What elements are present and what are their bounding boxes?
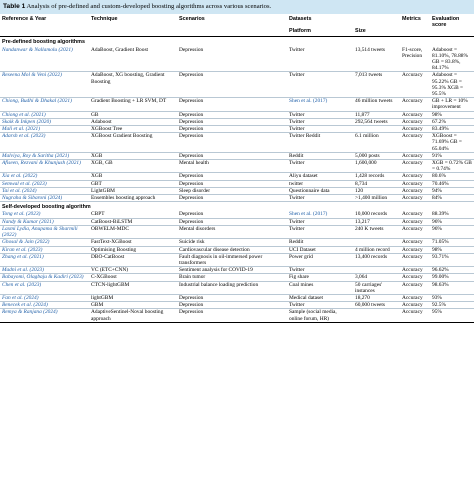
header-scenarios: Scenarios bbox=[179, 16, 205, 22]
cell-evaluation: 83.49% bbox=[430, 126, 474, 133]
table-row bbox=[0, 173, 474, 180]
cell-size: 13,400 records bbox=[353, 253, 400, 266]
cell-size: 46 million tweets bbox=[353, 98, 400, 111]
cell-platform: Aliyu dataset bbox=[287, 173, 353, 180]
cell-technique: OBWELM-MDC bbox=[89, 225, 177, 238]
cell-size: 10,000 records bbox=[353, 211, 400, 218]
cell-technique: Adaboost bbox=[89, 118, 177, 125]
cell-platform: Coal mines bbox=[287, 281, 353, 294]
cell-reference[interactable]: Skaik & Inkpen (2020) bbox=[0, 118, 89, 125]
cell-scenario: Depression bbox=[177, 173, 287, 180]
cell-size: 60,000 tweets bbox=[353, 302, 400, 309]
cell-platform: Medical dataset bbox=[287, 294, 353, 301]
table-row bbox=[0, 160, 474, 173]
table-label: Table 1 bbox=[3, 3, 26, 10]
cell-technique: XGB bbox=[89, 152, 177, 159]
cell-technique: AdaBoost, Gradient Boost bbox=[89, 47, 177, 72]
cell-technique: VC (ETC+CNN) bbox=[89, 267, 177, 274]
cell-evaluation: 98% bbox=[430, 246, 474, 253]
cell-size: 8,734 bbox=[353, 180, 400, 187]
cell-metric: Accuracy bbox=[400, 309, 430, 322]
cell-scenario: Cardiovascular disease detection bbox=[177, 246, 287, 253]
cell-scenario: Depression bbox=[177, 195, 287, 202]
header-datasets: Datasets bbox=[289, 16, 312, 22]
cell-metric: Accuracy bbox=[400, 302, 430, 309]
table-row bbox=[0, 180, 474, 187]
header-reference: Reference & Year bbox=[2, 16, 47, 22]
cell-technique: AdaBoost, XG boosting, Gradient Boosting bbox=[89, 72, 177, 98]
cell-platform[interactable]: Shen et al. (2017) bbox=[287, 211, 353, 218]
cell-technique: FastText-XGBoost bbox=[89, 239, 177, 246]
cell-scenario: Depression bbox=[177, 133, 287, 153]
cell-scenario: Depression bbox=[177, 180, 287, 187]
cell-platform: Twitter bbox=[287, 225, 353, 238]
cell-technique: AdaptiveSentinel-Noval boosting approach bbox=[89, 309, 177, 322]
cell-platform: Twitter Reddit bbox=[287, 133, 353, 153]
table-row bbox=[0, 98, 474, 111]
cell-reference[interactable]: Semwal et al. (2023) bbox=[0, 180, 89, 187]
cell-technique: Ensembles boosting approach bbox=[89, 195, 177, 202]
table-row bbox=[0, 281, 474, 294]
cell-metric: Accuracy bbox=[400, 126, 430, 133]
cell-evaluation: 96% bbox=[430, 225, 474, 238]
cell-scenario: Depression bbox=[177, 72, 287, 98]
cell-evaluation: 70.46% bbox=[430, 180, 474, 187]
header-platform: Platform bbox=[287, 28, 353, 37]
cell-metric: Accuracy bbox=[400, 152, 430, 159]
cell-evaluation: 91% bbox=[430, 152, 474, 159]
cell-metric: Accuracy bbox=[400, 246, 430, 253]
table-caption bbox=[0, 0, 474, 14]
cell-technique: XGBoost Tree bbox=[89, 126, 177, 133]
cell-reference[interactable]: Tong et al. (2023) bbox=[0, 211, 89, 218]
cell-evaluation: Adaboost = 95.22% GB = 95.3% XGB = 95.5% bbox=[430, 72, 474, 98]
cell-evaluation: 98% bbox=[430, 111, 474, 118]
cell-scenario: Depression bbox=[177, 302, 287, 309]
table-row bbox=[0, 152, 474, 159]
cell-scenario: Sentiment analysis for COVID-19 bbox=[177, 267, 287, 274]
table-row bbox=[0, 126, 474, 133]
table-row bbox=[0, 294, 474, 301]
header-size: Size bbox=[353, 28, 400, 37]
cell-reference[interactable]: Nandanwar & Nallamolu (2021) bbox=[0, 47, 89, 72]
cell-scenario: Industrial balance loading prediction bbox=[177, 281, 287, 294]
table-row bbox=[0, 195, 474, 202]
cell-scenario: Depression bbox=[177, 118, 287, 125]
table-body bbox=[0, 37, 474, 322]
cell-metric: Accuracy bbox=[400, 225, 430, 238]
cell-technique: CatBoost-BiLSTM bbox=[89, 218, 177, 225]
cell-scenario: Depression bbox=[177, 294, 287, 301]
cell-evaluation: 93% bbox=[430, 294, 474, 301]
cell-size bbox=[353, 309, 400, 322]
cell-technique: lightGBM bbox=[89, 294, 177, 301]
cell-metric: Accuracy bbox=[400, 98, 430, 111]
section-title: Self-developed boosting algorithm bbox=[2, 204, 91, 211]
cell-platform: UCI Dataset bbox=[287, 246, 353, 253]
table-row bbox=[0, 309, 474, 322]
header-metrics: Metrics bbox=[402, 16, 421, 22]
cell-metric: Accuracy bbox=[400, 195, 430, 202]
cell-platform: Twitter bbox=[287, 267, 353, 274]
cell-size: 7,013 tweets bbox=[353, 72, 400, 98]
cell-evaluation: 96% bbox=[430, 218, 474, 225]
cell-size bbox=[353, 126, 400, 133]
section-header bbox=[0, 37, 474, 47]
cell-technique: XGB bbox=[89, 173, 177, 180]
cell-reference[interactable]: Madni et al. (2023) bbox=[0, 267, 89, 274]
cell-size: 18,270 bbox=[353, 294, 400, 301]
cell-scenario: Depression bbox=[177, 98, 287, 111]
cell-platform: twitter bbox=[287, 180, 353, 187]
cell-scenario: Depression bbox=[177, 111, 287, 118]
cell-metric: Accuracy bbox=[400, 72, 430, 98]
table-row bbox=[0, 253, 474, 266]
cell-reference[interactable]: Chiong, Budhi & Dhakal (2021) bbox=[0, 98, 89, 111]
table-row bbox=[0, 225, 474, 238]
table-row bbox=[0, 274, 474, 281]
cell-size: 6.1 million bbox=[353, 133, 400, 153]
cell-size: 13,217 bbox=[353, 218, 400, 225]
cell-evaluation: 67.2% bbox=[430, 118, 474, 125]
cell-scenario: Sleep disorder bbox=[177, 187, 287, 194]
table-row bbox=[0, 111, 474, 118]
cell-reference[interactable]: Remya & Ranjana (2024) bbox=[0, 309, 89, 322]
cell-reference[interactable]: Chiong et al. (2021) bbox=[0, 111, 89, 118]
table-row bbox=[0, 218, 474, 225]
cell-size: 3,064 bbox=[353, 274, 400, 281]
cell-metric: Accuracy bbox=[400, 281, 430, 294]
cell-metric: Accuracy bbox=[400, 173, 430, 180]
cell-metric: Accuracy bbox=[400, 111, 430, 118]
cell-metric: F1-score, Precision bbox=[400, 47, 430, 72]
cell-scenario: Suicide risk bbox=[177, 239, 287, 246]
cell-metric: Accuracy bbox=[400, 253, 430, 266]
cell-reference[interactable]: Reseena Mol & Veni (2022) bbox=[0, 72, 89, 98]
cell-reference[interactable]: Tai et al. (2024) bbox=[0, 187, 89, 194]
cell-reference[interactable]: Ghosal & Jain (2022) bbox=[0, 239, 89, 246]
cell-size: 240 K tweets bbox=[353, 225, 400, 238]
cell-reference[interactable]: Fan et al. (2024) bbox=[0, 294, 89, 301]
cell-metric: Accuracy bbox=[400, 180, 430, 187]
cell-reference[interactable]: Mali et al. (2021) bbox=[0, 126, 89, 133]
cell-evaluation: XGBoost = 71.69% GB = 65.04% bbox=[430, 133, 474, 153]
cell-scenario: Depression bbox=[177, 126, 287, 133]
cell-size: 1,428 records bbox=[353, 173, 400, 180]
cell-technique: XGBoost Gradient Boosting bbox=[89, 133, 177, 153]
cell-platform: Twitter bbox=[287, 160, 353, 173]
cell-reference[interactable]: Nugraha & Sibaroni (2024) bbox=[0, 195, 89, 202]
cell-platform: Fig share bbox=[287, 274, 353, 281]
table-row bbox=[0, 133, 474, 153]
cell-size: 4 million record bbox=[353, 246, 400, 253]
cell-metric: Accuracy bbox=[400, 160, 430, 173]
cell-technique: CTCN-lightGBM bbox=[89, 281, 177, 294]
cell-size: 120 bbox=[353, 187, 400, 194]
table-row bbox=[0, 211, 474, 218]
cell-platform: Twitter bbox=[287, 72, 353, 98]
cell-platform: Twitter bbox=[287, 111, 353, 118]
cell-technique: Gradient Boosting + LR SVM, DT bbox=[89, 98, 177, 111]
cell-technique: XGB, GB bbox=[89, 160, 177, 173]
cell-evaluation: GB + LR = 10% improvement bbox=[430, 98, 474, 111]
cell-scenario: Mental disorders bbox=[177, 225, 287, 238]
table-row bbox=[0, 118, 474, 125]
table-row bbox=[0, 267, 474, 274]
cell-size bbox=[353, 267, 400, 274]
cell-technique: GB bbox=[89, 111, 177, 118]
cell-evaluation: 95% bbox=[430, 309, 474, 322]
section-header bbox=[0, 202, 474, 212]
cell-evaluation: 94% bbox=[430, 187, 474, 194]
cell-metric: Accuracy bbox=[400, 274, 430, 281]
results-table bbox=[0, 14, 474, 323]
header-evaluation: Evaluation score bbox=[432, 16, 460, 29]
table-row bbox=[0, 246, 474, 253]
cell-evaluation: 98.63% bbox=[430, 281, 474, 294]
cell-platform: Reddit bbox=[287, 152, 353, 159]
cell-scenario: Depression bbox=[177, 218, 287, 225]
cell-platform: Twitter bbox=[287, 195, 353, 202]
cell-metric: Accuracy bbox=[400, 187, 430, 194]
cell-evaluation: 80.6% bbox=[430, 173, 474, 180]
cell-metric: Accuracy bbox=[400, 267, 430, 274]
cell-platform[interactable]: Shen et al. (2017) bbox=[287, 98, 353, 111]
cell-scenario: Brain tumor bbox=[177, 274, 287, 281]
cell-size: 13,514 tweets bbox=[353, 47, 400, 72]
cell-reference[interactable]: Laxmi Lydia, Anupama & Sharmili (2022) bbox=[0, 225, 89, 238]
cell-evaluation: 92.5% bbox=[430, 302, 474, 309]
cell-metric: Accuracy bbox=[400, 118, 430, 125]
cell-scenario: Mental health bbox=[177, 160, 287, 173]
cell-technique: GBM bbox=[89, 302, 177, 309]
cell-metric: Accuracy bbox=[400, 211, 430, 218]
cell-technique: LightGBM bbox=[89, 187, 177, 194]
cell-size bbox=[353, 239, 400, 246]
cell-reference[interactable]: Babayomi, Olagbaju & Kadiri (2023) bbox=[0, 274, 89, 281]
cell-platform: Questionnaire data bbox=[287, 187, 353, 194]
cell-technique: CBPT bbox=[89, 211, 177, 218]
table-row bbox=[0, 47, 474, 72]
cell-scenario: Depression bbox=[177, 47, 287, 72]
table-title: Analysis of pre-defined and custom-developed boosting algorithms across various scenarios. bbox=[26, 3, 272, 10]
cell-size: 11,877 bbox=[353, 111, 400, 118]
cell-scenario: Depression bbox=[177, 152, 287, 159]
cell-size: >1,400 million bbox=[353, 195, 400, 202]
cell-technique: C-XGBoost bbox=[89, 274, 177, 281]
cell-platform: Twitter bbox=[287, 218, 353, 225]
table-row bbox=[0, 302, 474, 309]
table-row bbox=[0, 72, 474, 98]
cell-scenario: Depression bbox=[177, 309, 287, 322]
table-row bbox=[0, 239, 474, 246]
cell-metric: Accuracy bbox=[400, 294, 430, 301]
cell-reference[interactable]: Benecek et al. (2024) bbox=[0, 302, 89, 309]
cell-evaluation: 93.71% bbox=[430, 253, 474, 266]
cell-size: 5,000 posts bbox=[353, 152, 400, 159]
cell-evaluation: XGB = 0.72% GB = 0.74% bbox=[430, 160, 474, 173]
cell-metric: Accuracy bbox=[400, 218, 430, 225]
cell-technique: GBT bbox=[89, 180, 177, 187]
cell-size: 50 carriages' instances bbox=[353, 281, 400, 294]
cell-reference[interactable]: Zhang et al. (2021) bbox=[0, 253, 89, 266]
cell-reference[interactable]: Chen et al. (2023) bbox=[0, 281, 89, 294]
cell-platform: Twitter bbox=[287, 302, 353, 309]
cell-size: 1,600,000 bbox=[353, 160, 400, 173]
cell-technique: Optimising Boosting bbox=[89, 246, 177, 253]
cell-size: 292,564 tweets bbox=[353, 118, 400, 125]
cell-reference[interactable]: Kiran et al. (2023) bbox=[0, 246, 89, 253]
cell-technique: DBO-CatBoost bbox=[89, 253, 177, 266]
cell-platform: Sample (social media, online forum, HR) bbox=[287, 309, 353, 322]
cell-platform: Power grid bbox=[287, 253, 353, 266]
cell-evaluation: 99.00% bbox=[430, 274, 474, 281]
cell-reference[interactable]: Xia et al. (2022) bbox=[0, 173, 89, 180]
section-title: Pre-defined boosting algorithms bbox=[2, 39, 85, 46]
cell-metric: Accuracy bbox=[400, 133, 430, 153]
cell-platform: Twitter bbox=[287, 126, 353, 133]
header-technique: Technique bbox=[91, 16, 118, 22]
cell-platform: Twitter bbox=[287, 47, 353, 72]
cell-metric: Accuracy bbox=[400, 239, 430, 246]
table-row bbox=[0, 187, 474, 194]
cell-evaluation: 84% bbox=[430, 195, 474, 202]
cell-reference[interactable]: Adarsh et al. (2023) bbox=[0, 133, 89, 153]
cell-reference[interactable]: Malviya, Roy & Saritha (2021) bbox=[0, 152, 89, 159]
cell-scenario: Depression bbox=[177, 211, 287, 218]
cell-reference[interactable]: Afiseen, Rezvani & Khunjush (2021) bbox=[0, 160, 89, 173]
cell-evaluation: 96.62% bbox=[430, 267, 474, 274]
cell-scenario: Fault diagnosis in oil-immersed power transformers bbox=[177, 253, 287, 266]
cell-platform: Twitter bbox=[287, 118, 353, 125]
cell-evaluation: 71.05% bbox=[430, 239, 474, 246]
cell-evaluation: Adaboost = 81.10%, 78.88% GB = 83.8%, 84.17% bbox=[430, 47, 474, 72]
cell-evaluation: 88.39% bbox=[430, 211, 474, 218]
cell-platform: Reddit bbox=[287, 239, 353, 246]
cell-reference[interactable]: Nandy & Kumar (2021) bbox=[0, 218, 89, 225]
